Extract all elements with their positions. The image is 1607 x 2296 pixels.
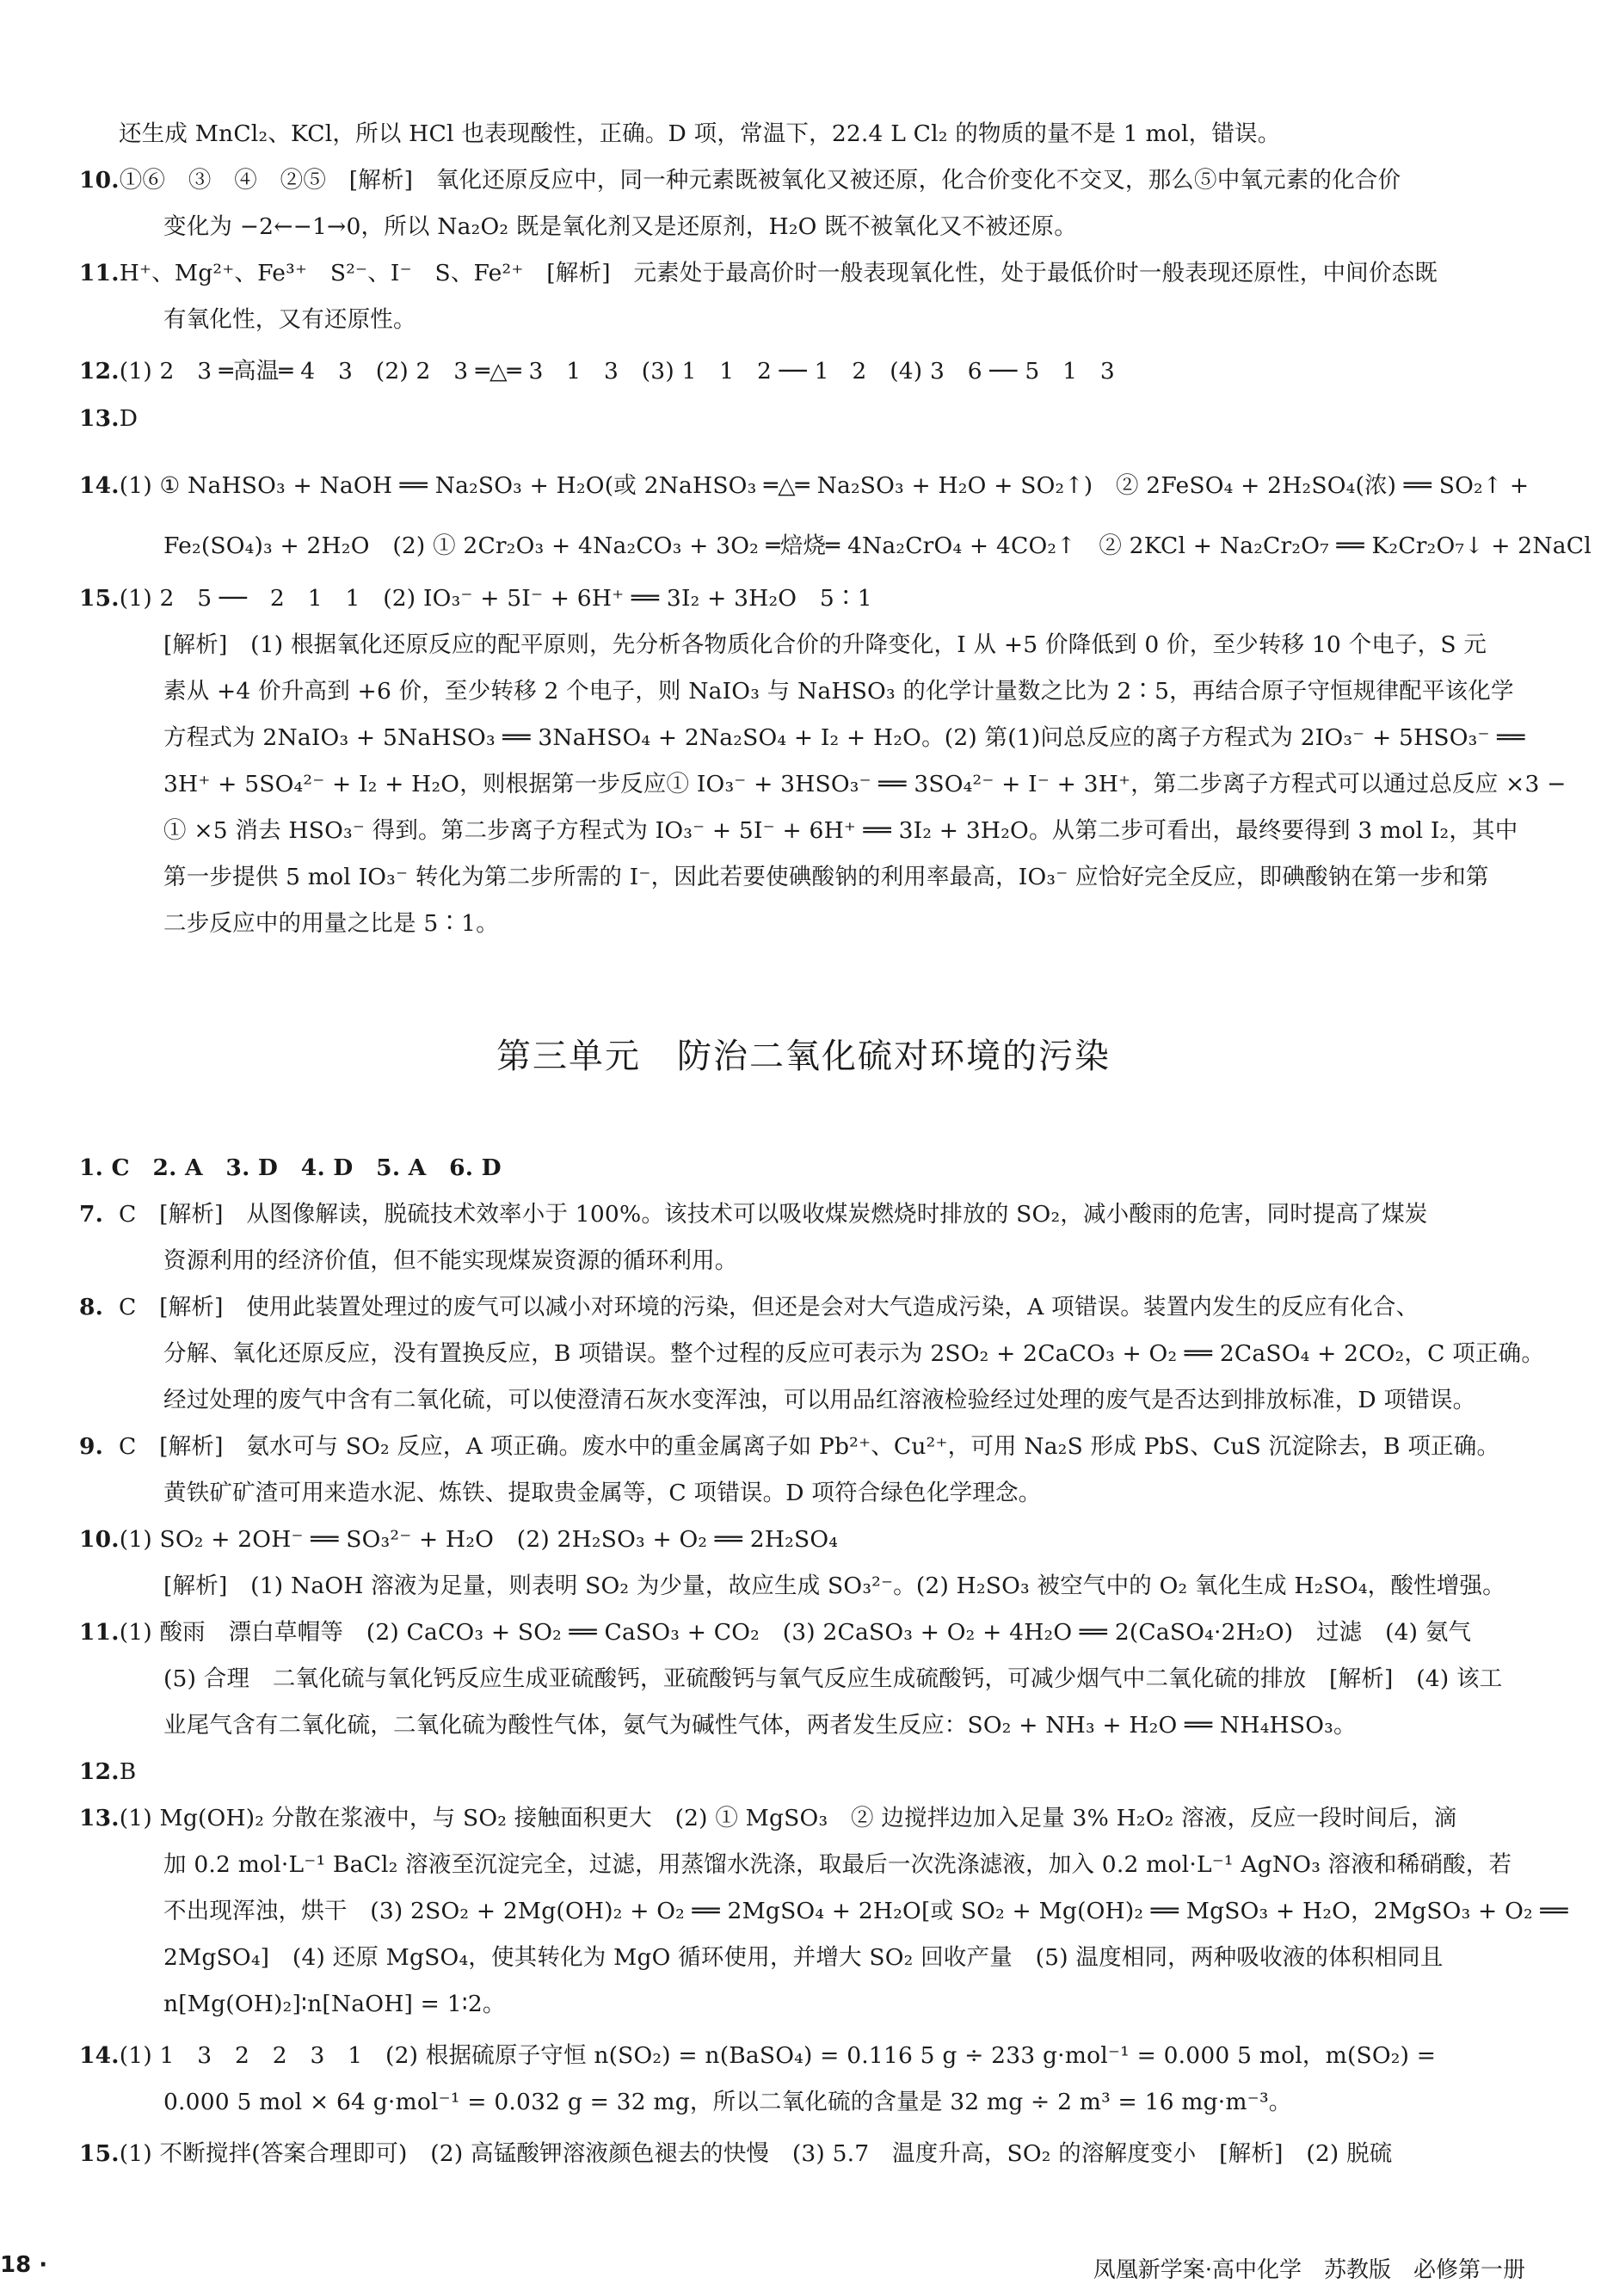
text-line: 资源利用的经济价值，但不能实现煤炭资源的循环利用。 [163,1247,738,1274]
text-line: ① ×5 消去 HSO₃⁻ 得到。第二步离子方程式为 IO₃⁻ + 5I⁻ + 6H⁺ ══ 3I₂ + 3H₂O。从第二步可看出，最终要得到 3 mol I₂，其中 [163,817,1518,844]
page-number: 18 · [0,2252,48,2278]
book-title: 凤凰新学案·高中化学 苏教版 必修第一册 [1093,2257,1525,2283]
text-line: 还生成 MnCl₂、KCl，所以 HCl 也表现酸性，正确。D 项，常温下，22.4 L Cl₂ 的物质的量不是 1 mol，错误。 [119,120,1281,147]
text-line: 变化为 −2←−1→0，所以 Na₂O₂ 既是氧化剂又是还原剂，H₂O 既不被氧化又不被还原。 [163,213,1077,240]
section-title: 第三单元 防治二氧化硫对环境的污染 [496,1037,1111,1076]
text-line: 2MgSO₄] (4) 还原 MgSO₄，使其转化为 MgO 循环使用，并增大 SO₂ 回收产量 (5) 温度相同，两种吸收液的体积相同且 [163,1944,1444,1971]
text-line: 12.(1) 2 3 ═高温═ 4 3 (2) 2 3 ═△═ 3 1 3 (3) 1 1 2 ── 1 2 (4) 3 6 ── 5 1 3 [79,358,1115,385]
text-line: [解析] (1) NaOH 溶液为足量，则表明 SO₂ 为少量，故应生成 SO₃²⁻。(2) H₂SO₃ 被空气中的 O₂ 氧化生成 H₂SO₄，酸性增强。 [163,1573,1505,1599]
text-line: 11.H⁺、Mg²⁺、Fe³⁺ S²⁻、I⁻ S、Fe²⁺ [解析] 元素处于最高价时一般表现氧化性，处于最低价时一般表现还原性，中间价态既 [79,260,1438,286]
text-line: 二步反应中的用量之比是 5∶1。 [163,910,499,937]
text-line: 14.(1) ① NaHSO₃ + NaOH ══ Na₂SO₃ + H₂O(或 2NaHSO₃ ═△═ Na₂SO₃ + H₂O + SO₂↑) ② 2FeSO₄ + 2H₂SO₄(浓) ══ SO₂↑ + [79,472,1530,499]
text-line: Fe₂(SO₄)₃ + 2H₂O (2) ① 2Cr₂O₃ + 4Na₂CO₃ + 3O₂ ═焙烧═ 4Na₂CrO₄ + 4CO₂↑ ② 2KCl + Na₂Cr₂O₇ ══ K₂Cr₂O₇↓ + 2NaCl [163,532,1592,559]
text-line: 加 0.2 mol·L⁻¹ BaCl₂ 溶液至沉淀完全，过滤，用蒸馏水洗涤，取最后一次洗涤滤液，加入 0.2 mol·L⁻¹ AgNO₃ 溶液和稀硝酸，若 [163,1851,1512,1878]
text-line: (5) 合理 二氧化硫与氧化钙反应生成亚硫酸钙，亚硫酸钙与氧气反应生成硫酸钙，可减少烟气中二氧化硫的排放 [解析] (4) 该工 [163,1665,1503,1692]
text-line: 13.D [79,405,139,432]
text-line: 业尾气含有二氧化硫，二氧化硫为酸性气体，氨气为碱性气体，两者发生反应：SO₂ + NH₃ + H₂O ══ NH₄HSO₃。 [163,1712,1357,1739]
text-line: 10.(1) SO₂ + 2OH⁻ ══ SO₃²⁻ + H₂O (2) 2H₂SO₃ + O₂ ══ 2H₂SO₄ [79,1526,839,1553]
text-line: 8. C [解析] 使用此装置处理过的废气可以减小对环境的污染，但还是会对大气造成污染，A 项错误。装置内发生的反应有化合、 [79,1294,1419,1320]
text-line: 经过处理的废气中含有二氧化硫，可以使澄清石灰水变浑浊，可以用品红溶液检验经过处理的废气是否达到排放标准，D 项错误。 [163,1387,1476,1413]
text-line: 0.000 5 mol × 64 g·mol⁻¹ = 0.032 g = 32 mg，所以二氧化硫的含量是 32 mg ÷ 2 m³ = 16 mg·m⁻³。 [163,2089,1292,2115]
text-line: 方程式为 2NaIO₃ + 5NaHSO₃ ══ 3NaHSO₄ + 2Na₂SO₄ + I₂ + H₂O。(2) 第(1)问总反应的离子方程式为 2IO₃⁻ + 5HSO₃⁻ ══ [163,724,1525,751]
text-line: 分解、氧化还原反应，没有置换反应，B 项错误。整个过程的反应可表示为 2SO₂ + 2CaCO₃ + O₂ ══ 2CaSO₄ + 2CO₂，C 项正确。 [163,1340,1545,1367]
text-line: 素从 +4 价升高到 +6 价，至少转移 2 个电子，则 NaIO₃ 与 NaHSO₃ 的化学计量数之比为 2∶5，再结合原子守恒规律配平该化学 [163,678,1514,705]
text-line: 3H⁺ + 5SO₄²⁻ + I₂ + H₂O，则根据第一步反应① IO₃⁻ + 3HSO₃⁻ ══ 3SO₄²⁻ + I⁻ + 3H⁺，第二步离子方程式可以通过总反应 ×3 − [163,771,1567,797]
text-line: 14.(1) 1 3 2 2 3 1 (2) 根据硫原子守恒 n(SO₂) = n(BaSO₄) = 0.116 5 g ÷ 233 g·mol⁻¹ = 0.000 5 mol，m(SO₂) = [79,2042,1437,2069]
text-line: 黄铁矿矿渣可用来造水泥、炼铁、提取贵金属等，C 项错误。D 项符合绿色化学理念。 [163,1480,1042,1506]
text-line: 13.(1) Mg(OH)₂ 分散在浆液中，与 SO₂ 接触面积更大 (2) ① MgSO₃ ② 边搅拌边加入足量 3% H₂O₂ 溶液，反应一段时间后，滴 [79,1805,1457,1831]
text-line: 有氧化性，又有还原性。 [163,306,416,333]
text-line: 15.(1) 不断搅拌(答案合理即可) (2) 高锰酸钾溶液颜色褪去的快慢 (3) 5.7 温度升高，SO₂ 的溶解度变小 [解析] (2) 脱硫 [79,2140,1393,2167]
text-line: n[Mg(OH)₂]∶n[NaOH] = 1∶2。 [163,1991,506,2017]
text-line: 12.B [79,1758,137,1785]
text-line: 第一步提供 5 mol IO₃⁻ 转化为第二步所需的 I⁻，因此若要使碘酸钠的利用率最高，IO₃⁻ 应恰好完全反应，即碘酸钠在第一步和第 [163,864,1489,890]
text-line: 10.①⑥ ③ ④ ②⑤ [解析] 氧化还原反应中，同一种元素既被氧化又被还原，化合价变化不交叉，那么⑤中氧元素的化合价 [79,167,1401,194]
text-line: 9. C [解析] 氨水可与 SO₂ 反应，A 项正确。废水中的重金属离子如 Pb²⁺、Cu²⁺，可用 Na₂S 形成 PbS、CuS 沉淀除去，B 项正确。 [79,1433,1500,1460]
text-line: 7. C [解析] 从图像解读，脱硫技术效率小于 100%。该技术可以吸收煤炭燃烧时排放的 SO₂，减小酸雨的危害，同时提高了煤炭 [79,1201,1428,1228]
text-line: 15.(1) 2 5 ── 2 1 1 (2) IO₃⁻ + 5I⁻ + 6H⁺ ══ 3I₂ + 3H₂O 5∶1 [79,585,872,612]
text-line: 不出现浑浊，烘干 (3) 2SO₂ + 2Mg(OH)₂ + O₂ ══ 2MgSO₄ + 2H₂O[或 SO₂ + Mg(OH)₂ ══ MgSO₃ + H₂O，2MgSO₃ + O₂ ══ [163,1898,1568,1924]
text-line: [解析] (1) 根据氧化还原反应的配平原则，先分析各物质化合价的升降变化，I 从 +5 价降低到 0 价，至少转移 10 个电子，S 元 [163,631,1487,658]
text-line: 11.(1) 酸雨 漂白草帽等 (2) CaCO₃ + SO₂ ══ CaSO₃ + CO₂ (3) 2CaSO₃ + O₂ + 4H₂O ══ 2(CaSO₄·2H₂O) 过滤 (4) 氨气 [79,1619,1472,1646]
text-line: 1. C 2. A 3. D 4. D 5. A 6. D [79,1154,502,1181]
